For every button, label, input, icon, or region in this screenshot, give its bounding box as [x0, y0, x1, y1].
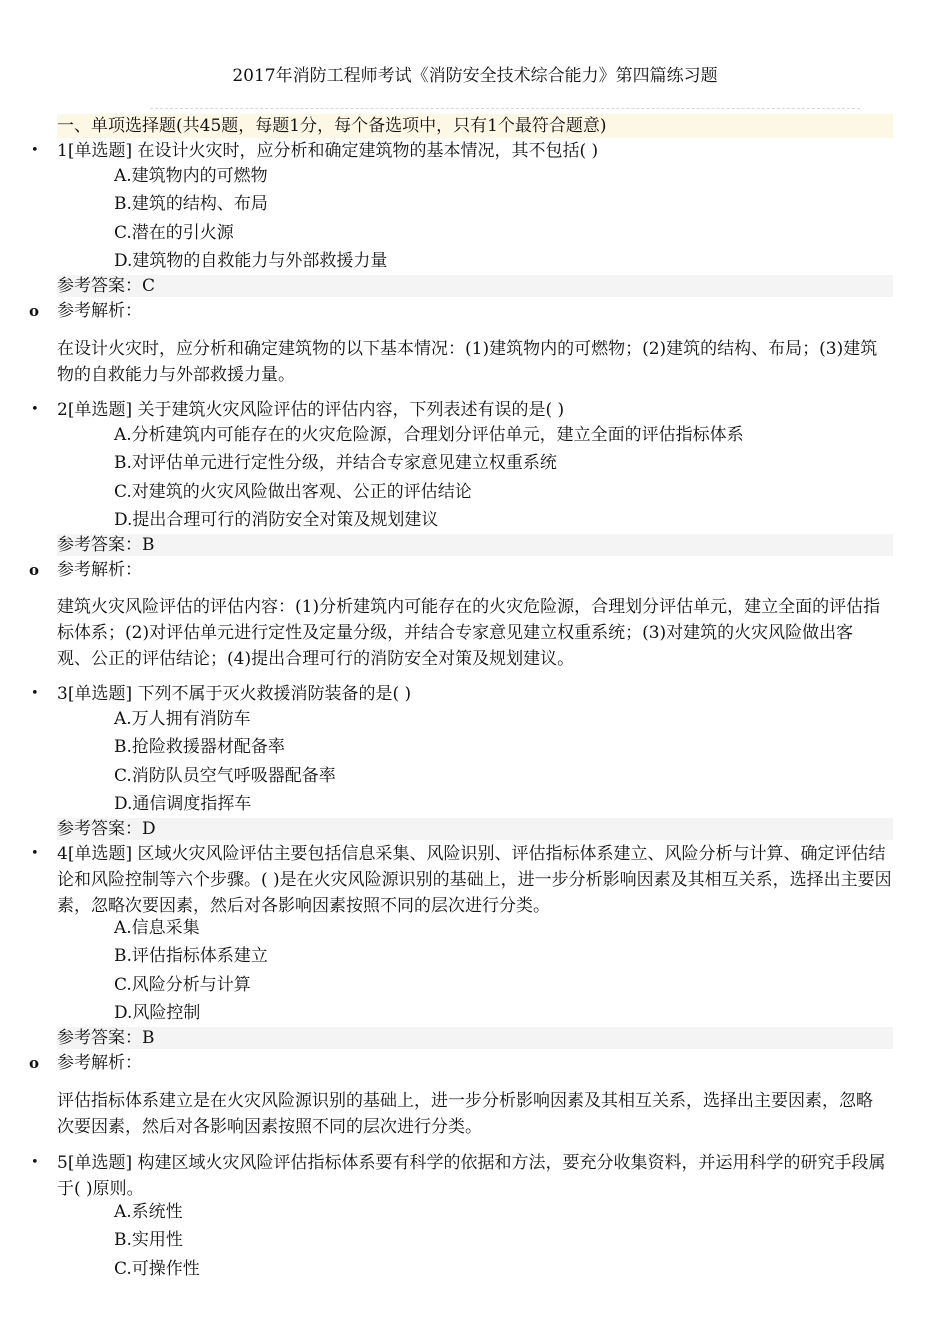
question-2-analysis-label: 参考解析：: [57, 560, 142, 580]
section-heading: 一、单项选择题(共45题，每题1分，每个备选项中，只有1个最符合题意): [57, 114, 893, 138]
divider: [150, 108, 860, 109]
question-2-analysis: 建筑火灾风险评估的评估内容：(1)分析建筑内可能存在的火灾危险源，合理划分评估单元，建立全面的评估指标体系；(2)对评估单元进行定性及定量分级，并结合专家意见建立权重系统；(3)对建筑的火灾风险做出客观、公正的评估结论；(4)提出合理可行的消防安全对策及规划建议。: [57, 597, 881, 669]
circle-bullet-icon: o: [29, 302, 40, 320]
question-4-stem: 4[单选题] 区域火灾风险评估主要包括信息采集、风险识别、评估指标体系建立、风险分析与计算、确定评估结论和风险控制等六个步骤。( )是在火灾风险源识别的基础上，进一步分析影响因素及其相互关系，选择出主要因素，忽略次要因素，然后对各影响因素按照不同的层次进行分类。: [57, 844, 892, 916]
question-2-option-b: B.对评估单元进行定性分级，并结合专家意见建立权重系统: [114, 453, 557, 473]
question-2-option-c: C.对建筑的火灾风险做出客观、公正的评估结论: [114, 482, 472, 502]
bullet-icon: •: [31, 143, 39, 158]
question-5-option-c: C.可操作性: [114, 1259, 200, 1279]
question-1-option-b: B.建筑的结构、布局: [114, 194, 268, 214]
question-1-option-c: C.潜在的引火源: [114, 223, 234, 243]
question-3-stem: 3[单选题] 下列不属于灭火救援消防装备的是( ): [57, 684, 412, 704]
question-2-stem: 2[单选题] 关于建筑火灾风险评估的评估内容，下列表述有误的是( ): [57, 400, 565, 420]
page-title: 2017年消防工程师考试《消防安全技术综合能力》第四篇练习题: [232, 66, 718, 86]
circle-bullet-icon: o: [29, 561, 40, 579]
question-1-option-a: A.建筑物内的可燃物: [114, 166, 268, 186]
question-3-answer: 参考答案：D: [57, 818, 893, 840]
question-1-analysis: 在设计火灾时，应分析和确定建筑物的以下基本情况：(1)建筑物内的可燃物；(2)建筑的结构、布局；(3)建筑物的自救能力与外部救援力量。: [57, 339, 878, 385]
question-1-answer: 参考答案：C: [57, 275, 893, 297]
question-2-answer: 参考答案：B: [57, 534, 893, 556]
question-4-option-a: A.信息采集: [114, 918, 200, 938]
question-3-option-c: C.消防队员空气呼吸器配备率: [114, 766, 336, 786]
question-4-answer: 参考答案：B: [57, 1027, 893, 1049]
question-5-option-a: A.系统性: [114, 1202, 183, 1222]
question-3-option-a: A.万人拥有消防车: [114, 709, 251, 729]
question-3-option-d: D.通信调度指挥车: [114, 794, 252, 814]
question-1-analysis-label: 参考解析：: [57, 301, 142, 321]
question-4-option-c: C.风险分析与计算: [114, 975, 251, 995]
circle-bullet-icon: o: [29, 1054, 40, 1072]
question-5-stem: 5[单选题] 构建区域火灾风险评估指标体系要有科学的依据和方法，要充分收集资料，并运用科学的研究手段属于( )原则。: [57, 1153, 886, 1199]
question-1-option-d: D.建筑物的自救能力与外部救援力量: [114, 251, 388, 271]
bullet-icon: •: [31, 846, 39, 861]
bullet-icon: •: [31, 686, 39, 701]
question-2-option-d: D.提出合理可行的消防安全对策及规划建议: [114, 510, 439, 530]
bullet-icon: •: [31, 1155, 39, 1170]
question-1-stem: 1[单选题] 在设计火灾时，应分析和确定建筑物的基本情况，其不包括( ): [57, 141, 599, 161]
question-4-analysis: 评估指标体系建立是在火灾风险源识别的基础上，进一步分析影响因素及其相互关系，选择出主要因素，忽略次要因素，然后对各影响因素按照不同的层次进行分类。: [57, 1091, 873, 1137]
question-5-option-b: B.实用性: [114, 1230, 183, 1250]
question-4-analysis-label: 参考解析：: [57, 1053, 142, 1073]
question-2-option-a: A.分析建筑内可能存在的火灾危险源，合理划分评估单元，建立全面的评估指标体系: [114, 425, 744, 445]
question-4-option-d: D.风险控制: [114, 1003, 201, 1023]
question-4-option-b: B.评估指标体系建立: [114, 946, 268, 966]
bullet-icon: •: [31, 402, 39, 417]
question-3-option-b: B.抢险救援器材配备率: [114, 737, 285, 757]
